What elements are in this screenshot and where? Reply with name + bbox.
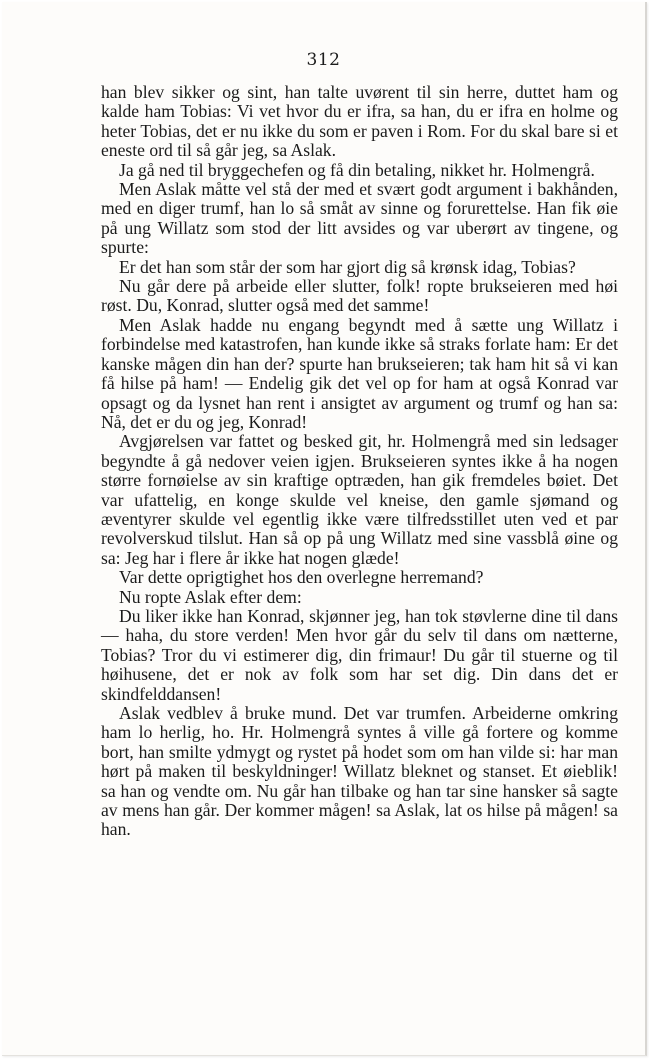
paragraph: Aslak vedblev å bruke mund. Det var trumfen. Arbeiderne omkring ham lo herlig, ho. Hr. Holmengrå syntes å ville gå fortere og komme bort, han smilte ydmygt og rystet på hodet som om han vilde si: har man hørt på maken til beskyldninger! Willatz bleknet og stanset. Et øieblik! sa han og vendte om. Nu går han tilbake og han tar sine hansker så sagte av mens han går. Der kommer mågen! sa Aslak, lat os hilse på mågen! sa han. (101, 703, 618, 840)
body-text (101, 83, 618, 840)
paragraph: Men Aslak hadde nu engang begyndt med å sætte ung Willatz i forbindelse med katastrofen, han kunde ikke så straks forlate ham: Er det kanske mågen din han der? spurte han brukseieren; tak ham hit så vi kan få hilse på ham! — Endelig gik det vel op for ham at også Konrad var opsagt og da lysnet han rent i ansigtet av argument og trumf og han sa: Nå, det er du og jeg, Konrad! (101, 314, 618, 432)
paragraph: Ja gå ned til bryggechefen og få din betaling, nikket hr. Holmengrå. (119, 159, 595, 180)
paragraph: han blev sikker og sint, han talte uvørent til sin herre, duttet ham og kalde ham Tobias: Vi vet hvor du er ifra, sa han, du er ifra en holme og heter Tobias, det er nu ikke du som er paven i Rom. For du skal bare si et eneste ord til så går jeg, sa Aslak. (101, 82, 618, 161)
paragraph: Avgjørelsen var fattet og besked git, hr. Holmengrå med sin ledsager begyndte å gå nedover veien igjen. Brukseieren syntes ikke å ha nogen større fornøielse av sin kraftige optræden, han gik fremdeles bøiet. Det var ufattelig, en konge skulde vel kneise, den gamle sjømand og æventyrer skulde vel egentlig ikke være tilfredsstillet uten ved et par revolverskud tilslut. Han så op på ung Willatz med sine vassblå øine og sa: Jeg har i flere år ikke hat nogen glæde! (101, 431, 618, 568)
page-number: 312 (306, 50, 341, 70)
paragraph: Nu ropte Aslak efter dem: (119, 586, 302, 607)
paragraph: Er det han som står der som har gjort dig så krønsk idag, Tobias? (119, 256, 576, 277)
paragraph: Nu går dere på arbeide eller slutter, folk! ropte brukseieren med høi røst. Du, Konrad, slutter også med det samme! (101, 276, 618, 316)
paragraph: Var dette oprigtighet hos den overlegne herremand? (119, 567, 484, 588)
paragraph: Men Aslak måtte vel stå der med et svært godt argument i bakhånden, med en diger trumf, han lo så småt av sinne og forurettelse. Han fik øie på ung Willatz som stod der litt avsides og var uberørt av tingene, og spurte: (101, 179, 618, 258)
paragraph: Du liker ikke han Konrad, skjønner jeg, han tok støvlerne dine til dans — haha, du store verden! Men hvor går du selv til dans om nætterne, Tobias? Tror du vi estimerer dig, din frimaur! Du går til stuerne og til høihusene, det er nok av folk som har set dig. Din dans det er skindfelddansen! (101, 605, 618, 704)
book-page (2, 2, 647, 1056)
